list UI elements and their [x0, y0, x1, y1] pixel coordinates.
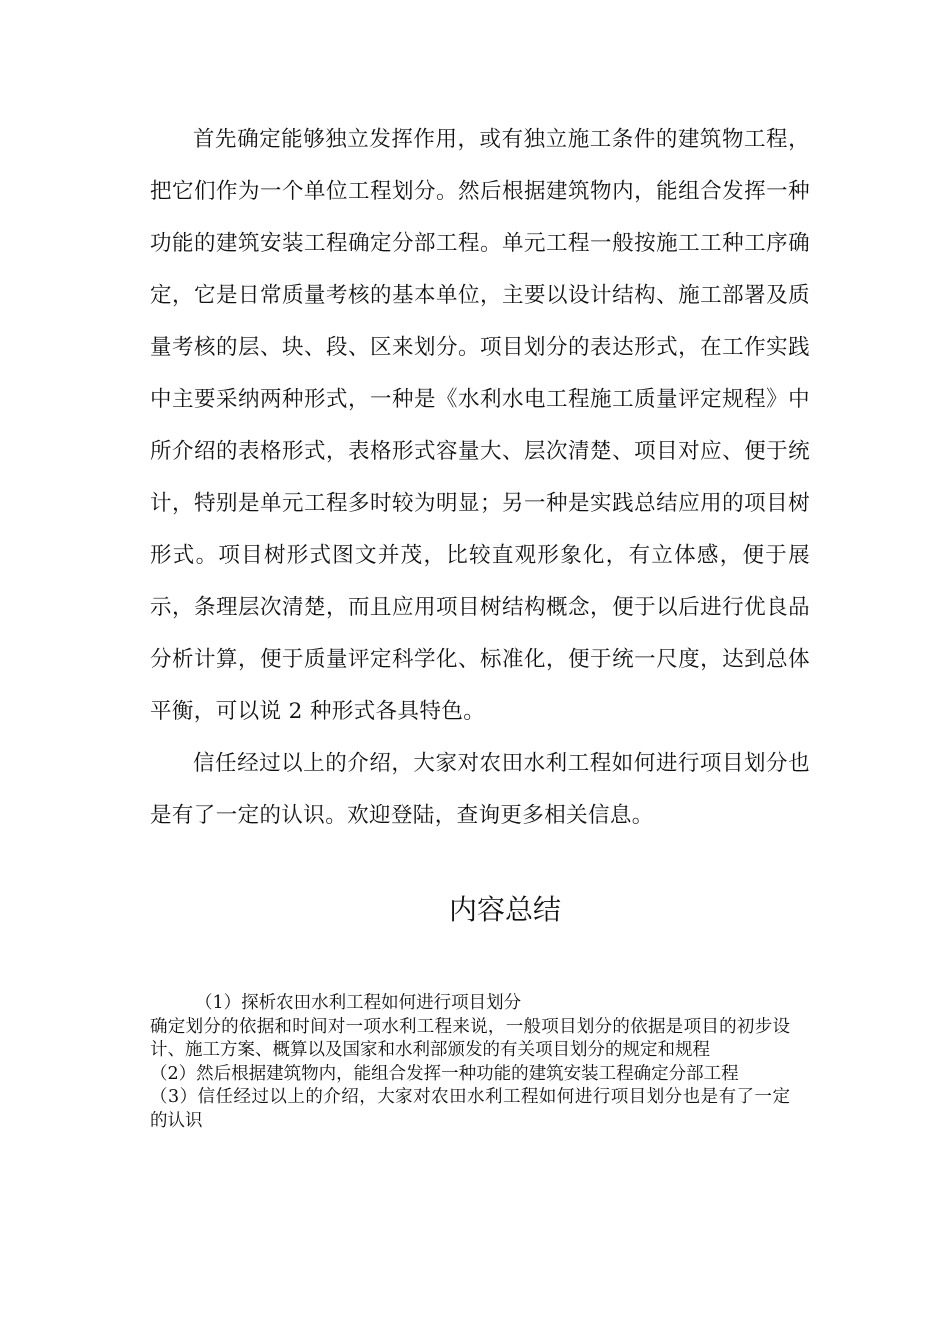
summary-item: （2）然后根据建筑物内，能组合发挥一种功能的建筑安装工程确定分部工程	[150, 1063, 739, 1084]
summary-list	[150, 992, 790, 1133]
body-paragraph: 首先确定能够独立发挥作用，或有独立施工条件的建筑物工程，把它们作为一个单位工程划分。然后根据建筑物内，能组合发挥一种功能的建筑安装工程确定分部工程。单元工程一般按施工工种工序确定，它是日常质量考核的基本单位，主要以设计结构、施工部署及质量考核的层、块、段、区来划分。项目划分的表达形式，在工作实践中主要采纳两种形式，一种是《水利水电工程施工质量评定规程》中所介绍的表格形式，表格形式容量大、层次清楚、项目对应、便于统计，特别是单元工程多时较为明显；另一种是实践总结应用的项目树形式。项目树形式图文并茂，比较直观形象化，有立体感，便于展示，条理层次清楚，而且应用项目树结构概念，便于以后进行优良品分析计算，便于质量评定科学化、标准化，便于统一尺度，达到总体平衡，可以说 2 种形式各具特色。	[150, 127, 810, 724]
summary-item: （1）探析农田水利工程如何进行项目划分	[195, 993, 522, 1013]
summary-item: 确定划分的依据和时间对一项水利工程来说，一般项目划分的依据是项目的初步设计、施工方案、概算以及国家和水利部颁发的有关项目划分的规定和规程	[150, 1016, 790, 1060]
summary-title: 内容总结	[448, 893, 561, 926]
body-paragraph: 信任经过以上的介绍，大家对农田水利工程如何进行项目划分也是有了一定的认识。欢迎登陆，查询更多相关信息。	[150, 751, 810, 828]
body-text	[150, 114, 810, 842]
document-page	[150, 0, 810, 1344]
summary-item: （3）信任经过以上的介绍，大家对农田水利工程如何进行项目划分也是有了一定的认识	[150, 1087, 790, 1131]
